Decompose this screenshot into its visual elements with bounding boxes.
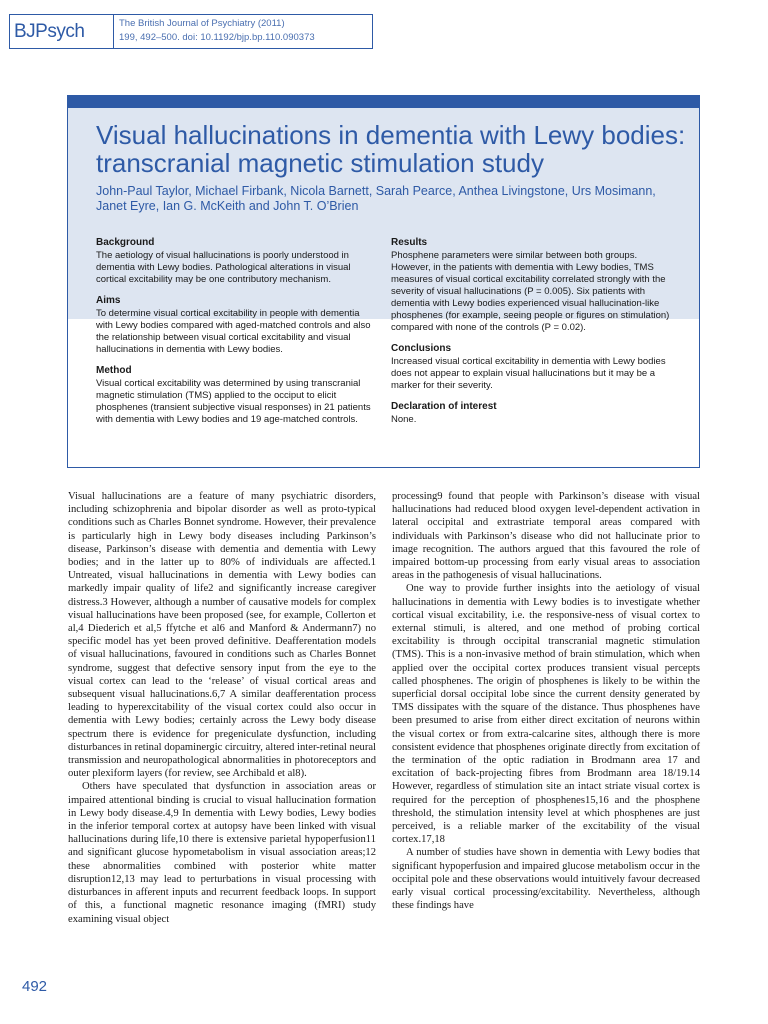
background-heading: Background xyxy=(96,237,155,248)
abstract-left-column xyxy=(96,237,379,435)
declaration-heading: Declaration of interest xyxy=(391,401,497,412)
results-text: Phosphene parameters were similar between both groups. However, in the patients with dementia with Lewy bodies, TMS measures of visual cortical excitability correlated strongly with the severity of visual hallucinations (P = 0.005). Six patients with dementia with Lewy bodies experienced visual hallucination-like phosphenes (for example, seeing people or figures on stimulation) compared with none of the controls (P = 0.02). xyxy=(391,250,670,333)
aims-text: To determine visual cortical excitability in people with dementia with Lewy bodies compared with aged-matched controls and also the relationship between visual cortical excitability and visual hallucinations in dementia with Lewy bodies. xyxy=(96,308,371,355)
aims-heading: Aims xyxy=(96,295,121,306)
results-heading: Results xyxy=(391,237,428,248)
body-paragraph: A number of studies have shown in dementia with Lewy bodies that significant hypoperfusion and impaired glucose metabolism occur in the occipital pole and these observations would intuitively favour decreased early visual cortical processing/excitability. Nevertheless, although these findings have xyxy=(392,847,700,912)
citation-doi: 199, 492–500. doi: 10.1192/bjp.bp.110.090373 xyxy=(119,32,315,43)
conclusions-heading: Conclusions xyxy=(391,343,452,354)
declaration-text: None. xyxy=(391,414,417,425)
journal-header xyxy=(9,14,373,49)
abstract-right-column xyxy=(391,237,674,435)
abstract-box xyxy=(67,95,700,468)
page-number: 492 xyxy=(22,978,48,995)
header-divider xyxy=(113,15,114,48)
author-list: John-Paul Taylor, Michael Firbank, Nicola Barnett, Sarah Pearce, Anthea Livingstone, Urs Mosimann, Janet Eyre, Ian G. McKeith and John T. O’Brien xyxy=(96,184,656,213)
method-heading: Method xyxy=(96,365,132,376)
body-paragraph: Others have speculated that dysfunction in association areas or impaired attentional binding is crucial to visual hallucination formation in Lewy body disease.4,9 In dementia with Lewy bodies, Lewy bodies in the inferior temporal cortex at autopsy have been linked with visual hallucinations during life,10 there is extensive parietal hypoperfusion11 and significant glucose hypometabolism in visual association areas;12 these abnormalities combined with posterior white matter disruption12,13 may lead to perturbations in visual processing with disturbances in afferent inputs and recurrent feedback loops. In support of this, a functional magnetic resonance imaging (fMRI) study examining visual object xyxy=(68,781,376,925)
conclusions-text: Increased visual cortical excitability in dementia with Lewy bodies does not appear to explain visual hallucinations but it may be a marker for their severity. xyxy=(391,356,666,391)
body-right-column xyxy=(392,490,700,913)
body-paragraph: One way to provide further insights into the aetiology of visual hallucinations in dementia with Lewy bodies is to investigate whether cortical visual excitability, i.e. the responsive-ness of visual cortex to external stimuli, is altered, and one method of probing cortical excitability is through occipital transcranial magnetic stimulation (TMS). This is a non-invasive method of brain stimulation, which when applied over the occipital cortex produces transient visual percepts called phosphenes. The origin of phosphenes is likely to be within the superficial dorsal occipital lobe since the current density generated by TMS dissipates with the square of the distance. Thus phosphenes have been presumed to arise from either direct excitation of neurons within the visual cortex or from extra-calcarine sites, although there is more consistent evidence that phosphenes originate directly from excitation of the termination of the optic radiation in Brodmann area 17 and excitation of back-projecting fibres from Brodmann area 18/19.14 However, regardless of stimulation site an intact striate visual cortex is required for the perception of phosphenes15,16 and the phosphene threshold, the stimulation intensity level at which phosphenes are just perceived, is a reliable marker of the excitability of the visual cortex.17,18 xyxy=(392,583,700,846)
journal-name: The British Journal of Psychiatry (2011) xyxy=(119,18,285,29)
body-paragraph: processing9 found that people with Parkinson’s disease with visual hallucinations had reduced blood oxygen level-dependent activation in lateral occipital and extrastriate temporal areas compared with individuals with Parkinson’s disease who did not hallucinate prior to image recognition. The authors argued that this favoured the role of impaired bottom-up processing from early visual areas to association areas in the pathogenesis of visual hallucinations. xyxy=(392,491,700,582)
article-title: Visual hallucinations in dementia with Lewy bodies: transcranial magnetic stimulation study xyxy=(96,120,686,178)
method-text: Visual cortical excitability was determined by using transcranial magnetic stimulation (TMS) applied to the occiput to elicit phosphenes (transient subjective visual responses) in 21 patients with dementia with Lewy bodies and 19 age-matched controls. xyxy=(96,378,371,425)
journal-logo: BJPsych xyxy=(14,21,85,42)
body-paragraph: Visual hallucinations are a feature of many psychiatric disorders, including schizophrenia and bipolar disorder as well as proto-typical conditions such as Charles Bonnet syndrome. However, their prevalence is particularly high in Lewy body diseases including Parkinson’s disease, Parkinson’s disease with dementia and dementia with Lewy bodies; and in the latter up to 80% of individuals are affected.1 Untreated, visual hallucinations in dementia with Lewy bodies can markedly impair quality of life2 and significantly increase caregiver distress.3 However, although a number of causative models for complex visual hallucinations have been proposed (see, for example, Collerton et al,4 Diederich et al,5 ffytche et al6 and Manford & Andermann7) no specific model has yet been proved definitive. Deafferentation models of visual hallucinations, favoured in conditions such as Charles Bonnet syndrome, suggest that defective sensory input from the eye to the visual cortex can lead to the ‘release’ of visual cortical areas and subsequent visual hallucinations.6,7 A similar deafferentation process leading to hyperexcitability of the visual cortex could also occur in dementia with Lewy bodies; certainly across the Lewy body disease spectrum there is evidence for pregeniculate dysfunction, including disturbances in retinal dopaminergic circuitry, altered inter-retinal neural transmission and neuropathological abnormalities in photoreceptors and outer plexiform layers (for review, see Archibald et al8). xyxy=(68,491,376,780)
body-left-column xyxy=(68,490,376,926)
background-text: The aetiology of visual hallucinations is poorly understood in dementia with Lewy bodies. Pathological alterations in visual cortical excitability may be one contributory mechanism. xyxy=(96,250,351,285)
abstract-top-bar xyxy=(68,96,699,108)
